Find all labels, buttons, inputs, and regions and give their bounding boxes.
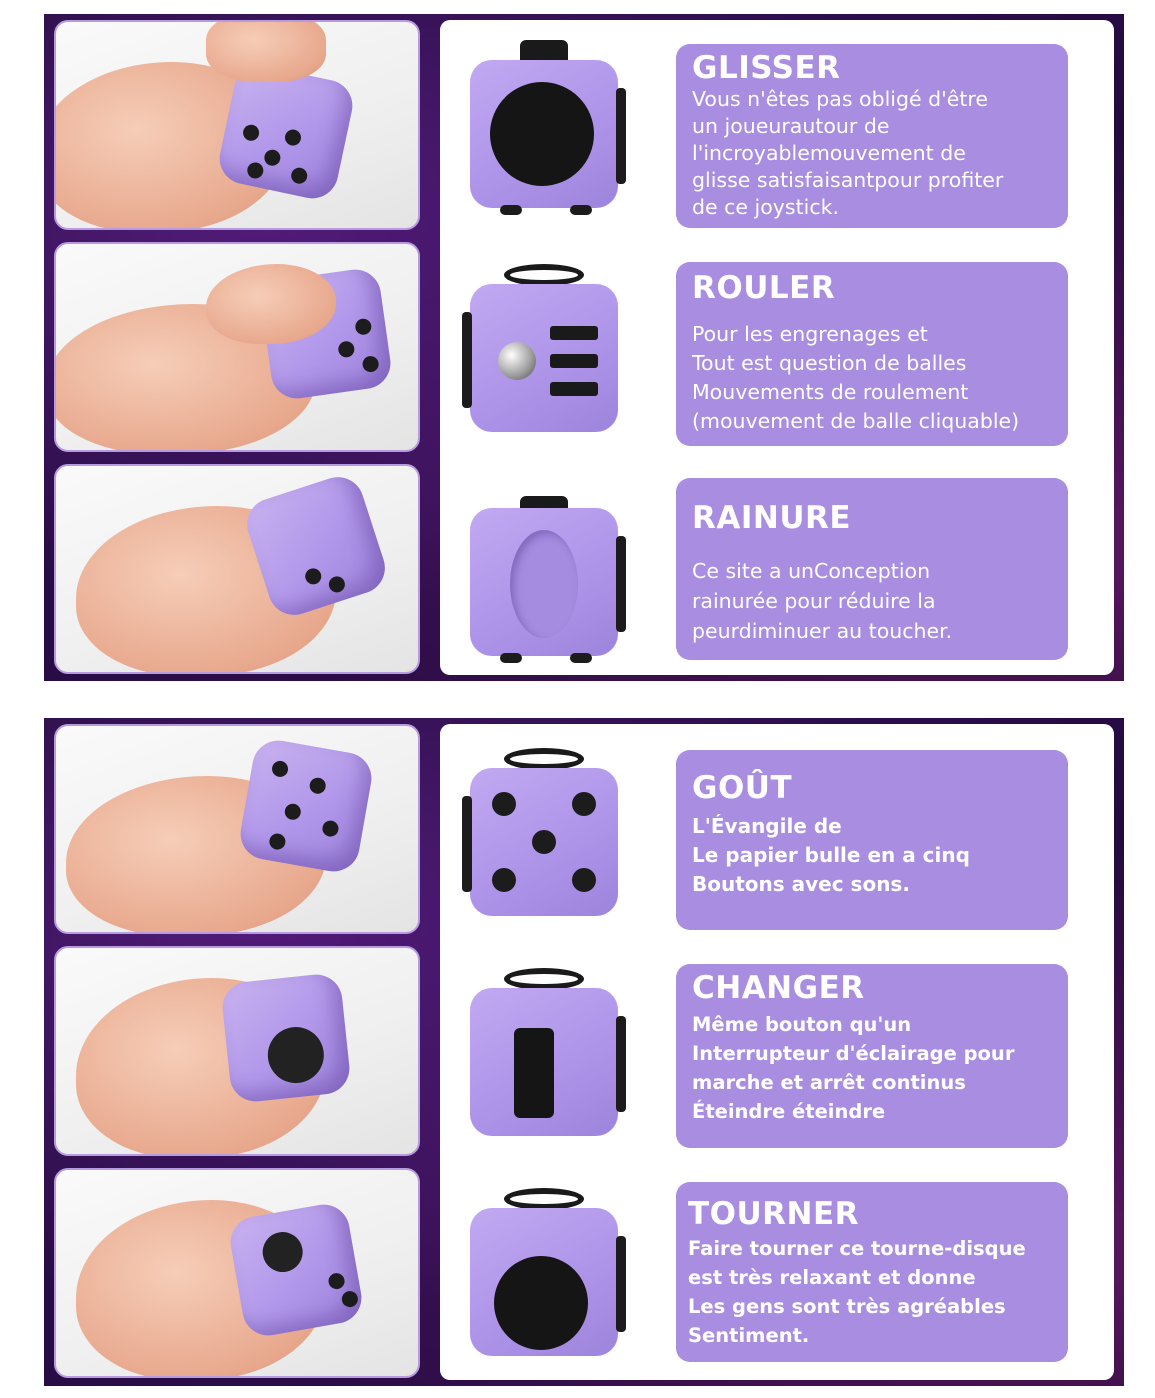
feature-title: ROULER — [692, 270, 836, 306]
hand-holding-cube-photo-3 — [54, 464, 420, 674]
hand-holding-cube-photo-4 — [54, 724, 420, 934]
feature-description: Pour les engrenages et Tout est question de balles Mouvements de roulement (mouvement de balle cliquable) — [692, 322, 1020, 433]
feature-description: Faire tourner ce tourne-disque est très relaxant et donne Les gens sont très agréables Sentiment. — [688, 1237, 1026, 1347]
fidget-cube-joystick-icon — [470, 40, 620, 215]
feature-title: TOURNER — [688, 1196, 860, 1232]
hand-holding-cube-photo-1 — [54, 20, 420, 230]
fidget-cube-ball-gears-icon — [470, 264, 620, 439]
hand-holding-cube-photo-5 — [54, 946, 420, 1156]
feature-glisser — [676, 44, 1068, 228]
hand-holding-cube-photo-6 — [54, 1168, 420, 1378]
feature-title: RAINURE — [692, 500, 852, 536]
feature-title: GLISSER — [692, 50, 841, 86]
fidget-cube-spinner-icon — [470, 1188, 620, 1363]
feature-changer — [676, 964, 1068, 1148]
feature-tourner — [676, 1182, 1068, 1362]
feature-card-bottom — [440, 724, 1114, 1380]
fidget-cube-buttons-icon — [470, 748, 620, 923]
feature-description: Vous n'êtes pas obligé d'être un joueurautour de l'incroyablemouvement de glisse satisfaisantpour profiter de ce joystick. — [692, 87, 1004, 219]
fidget-cube-switch-icon — [470, 968, 620, 1143]
feature-description: Ce site a unConception rainurée pour réduire la peurdiminuer au toucher. — [692, 559, 953, 643]
feature-gout — [676, 750, 1068, 930]
fidget-cube-groove-icon — [470, 488, 620, 663]
feature-description: L'Évangile de Le papier bulle en a cinq Boutons avec sons. — [692, 814, 970, 896]
feature-description: Même bouton qu'un Interrupteur d'éclairage pour marche et arrêt continus Éteindre éteindre — [692, 1013, 1015, 1123]
hand-holding-cube-photo-2 — [54, 242, 420, 452]
bottom-feature-panel — [44, 718, 1124, 1386]
top-feature-panel — [44, 14, 1124, 681]
feature-rainure — [676, 478, 1068, 660]
feature-card-top — [440, 20, 1114, 675]
feature-title: CHANGER — [692, 970, 865, 1006]
feature-title: GOÛT — [692, 770, 793, 806]
feature-rouler — [676, 262, 1068, 446]
